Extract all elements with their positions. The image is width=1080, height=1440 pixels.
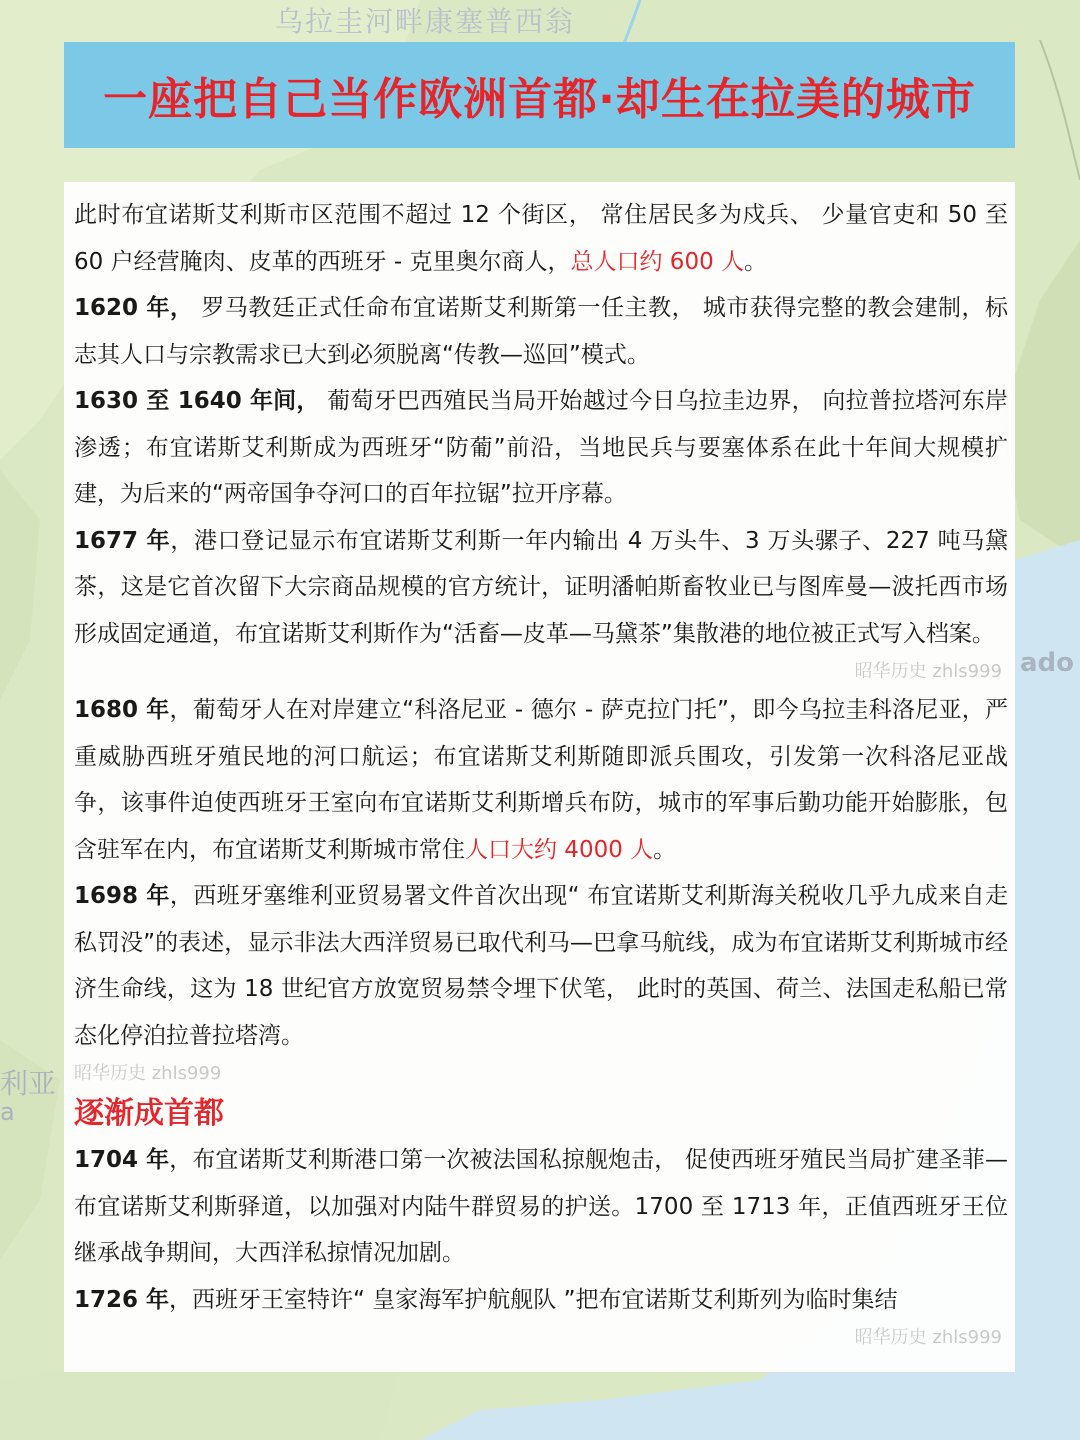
- paragraph: [74, 1137, 1008, 1277]
- article-body: [74, 192, 1008, 1353]
- paragraph-text: 此时布宜诺斯艾利斯市区范围不超过 12 个街区， 常住居民多为戍兵、 少量官吏和 50 至 60 户经营腌肉、皮革的西班牙 - 克里奥尔商人，: [74, 202, 1008, 275]
- paragraph: [74, 285, 1008, 378]
- year-label: 1726 年: [74, 1286, 170, 1313]
- map-place-label: 利亚: [0, 1067, 57, 1100]
- year-label: 1680 年: [74, 697, 170, 723]
- map-place-label: ado: [1020, 648, 1075, 678]
- paragraph-text: ，布宜诺斯艾利斯港口第一次被法国私掠舰炮击， 促使西班牙殖民当局扩建圣菲—布宜诺斯艾利斯驿道，以加强对内陆牛群贸易的护送。1700 至 1713 年，正值西班牙王位继承战争期间，大西洋私掠情况加剧。: [74, 1147, 1008, 1266]
- watermark: 昭华历史 zhls999: [74, 1063, 222, 1084]
- watermark: 昭华历史 zhls999: [854, 661, 1002, 682]
- paragraph: [74, 687, 1008, 873]
- paragraph-text: ，葡萄牙人在对岸建立“科洛尼亚 - 德尔 - 萨克拉门托”，即今乌拉圭科洛尼亚，严重威胁西班牙殖民地的河口航运；布宜诺斯艾利斯随即派兵围攻，引发第一次科洛尼亚战争，该事件迫使西班牙王室向布宜诺斯艾利斯增兵布防，城市的军事后勤功能开始膨胀，包含驻军在内，布宜诺斯艾利斯城市常住: [74, 697, 1008, 863]
- paragraph: [74, 378, 1008, 518]
- highlight-text: 人口大约 4000 人: [465, 836, 654, 863]
- year-label: 1630 至 1640 年间，: [74, 388, 320, 414]
- paragraph-text: 。: [653, 836, 677, 863]
- paragraph-text: 。: [744, 248, 768, 275]
- year-label: 1698 年: [74, 883, 170, 909]
- page-title: 一座把自己当作欧洲首都·却生在拉美的城市: [103, 74, 976, 125]
- paragraph: [74, 518, 1008, 658]
- year-label: 1704 年: [74, 1147, 170, 1173]
- highlight-text: 总人口约 600 人: [570, 248, 745, 275]
- paragraph-text: ，西班牙王室特许“ 皇家海军护航舰队 ”把布宜诺斯艾利斯列为临时集结: [169, 1286, 898, 1313]
- paragraph: [74, 192, 1008, 285]
- section-heading: 逐渐成首都: [74, 1096, 224, 1131]
- paragraph: [74, 1277, 1008, 1324]
- year-label: 1677 年: [74, 527, 171, 554]
- paragraph-text: ，港口登记显示布宜诺斯艾利斯一年内输出 4 万头牛、3 万头骡子、227 吨马黛茶，这是它首次留下大宗商品规模的官方统计，证明潘帕斯畜牧业已与图库曼—波托西市场形成固定通道，布宜诺斯艾利斯作为“活畜—皮革—马黛茶”集散港的地位被正式写入档案。: [74, 527, 1008, 647]
- year-label: 1620 年，: [74, 295, 194, 321]
- paragraph-text: ，西班牙塞维利亚贸易署文件首次出现“ 布宜诺斯艾利斯海关税收几乎九成来自走私罚没”的表述，显示非法大西洋贸易已取代利马—巴拿马航线，成为布宜诺斯艾利斯城市经济生命线，这为 18 世纪官方放宽贸易禁令埋下伏笔， 此时的英国、荷兰、法国走私船已常态化停泊拉普拉塔湾。: [74, 883, 1008, 1049]
- map-place-label: a: [0, 1098, 15, 1126]
- paragraph: [74, 873, 1008, 1059]
- paragraph-text: 罗马教廷正式任命布宜诺斯艾利斯第一任主教， 城市获得完整的教会建制，标志其人口与宗教需求已大到必须脱离“传教—巡回”模式。: [74, 295, 1009, 368]
- watermark: 昭华历史 zhls999: [854, 1327, 1002, 1348]
- map-place-label: 乌拉圭河畔康塞普西翁: [275, 5, 576, 38]
- paragraph-text: 葡萄牙巴西殖民当局开始越过今日乌拉圭边界， 向拉普拉塔河东岸渗透；布宜诺斯艾利斯成为西班牙“防葡”前沿，当地民兵与要塞体系在此十年间大规模扩建，为后来的“两帝国争夺河口的百年拉锯”拉开序幕。: [74, 388, 1008, 507]
- title-banner: [64, 42, 1015, 148]
